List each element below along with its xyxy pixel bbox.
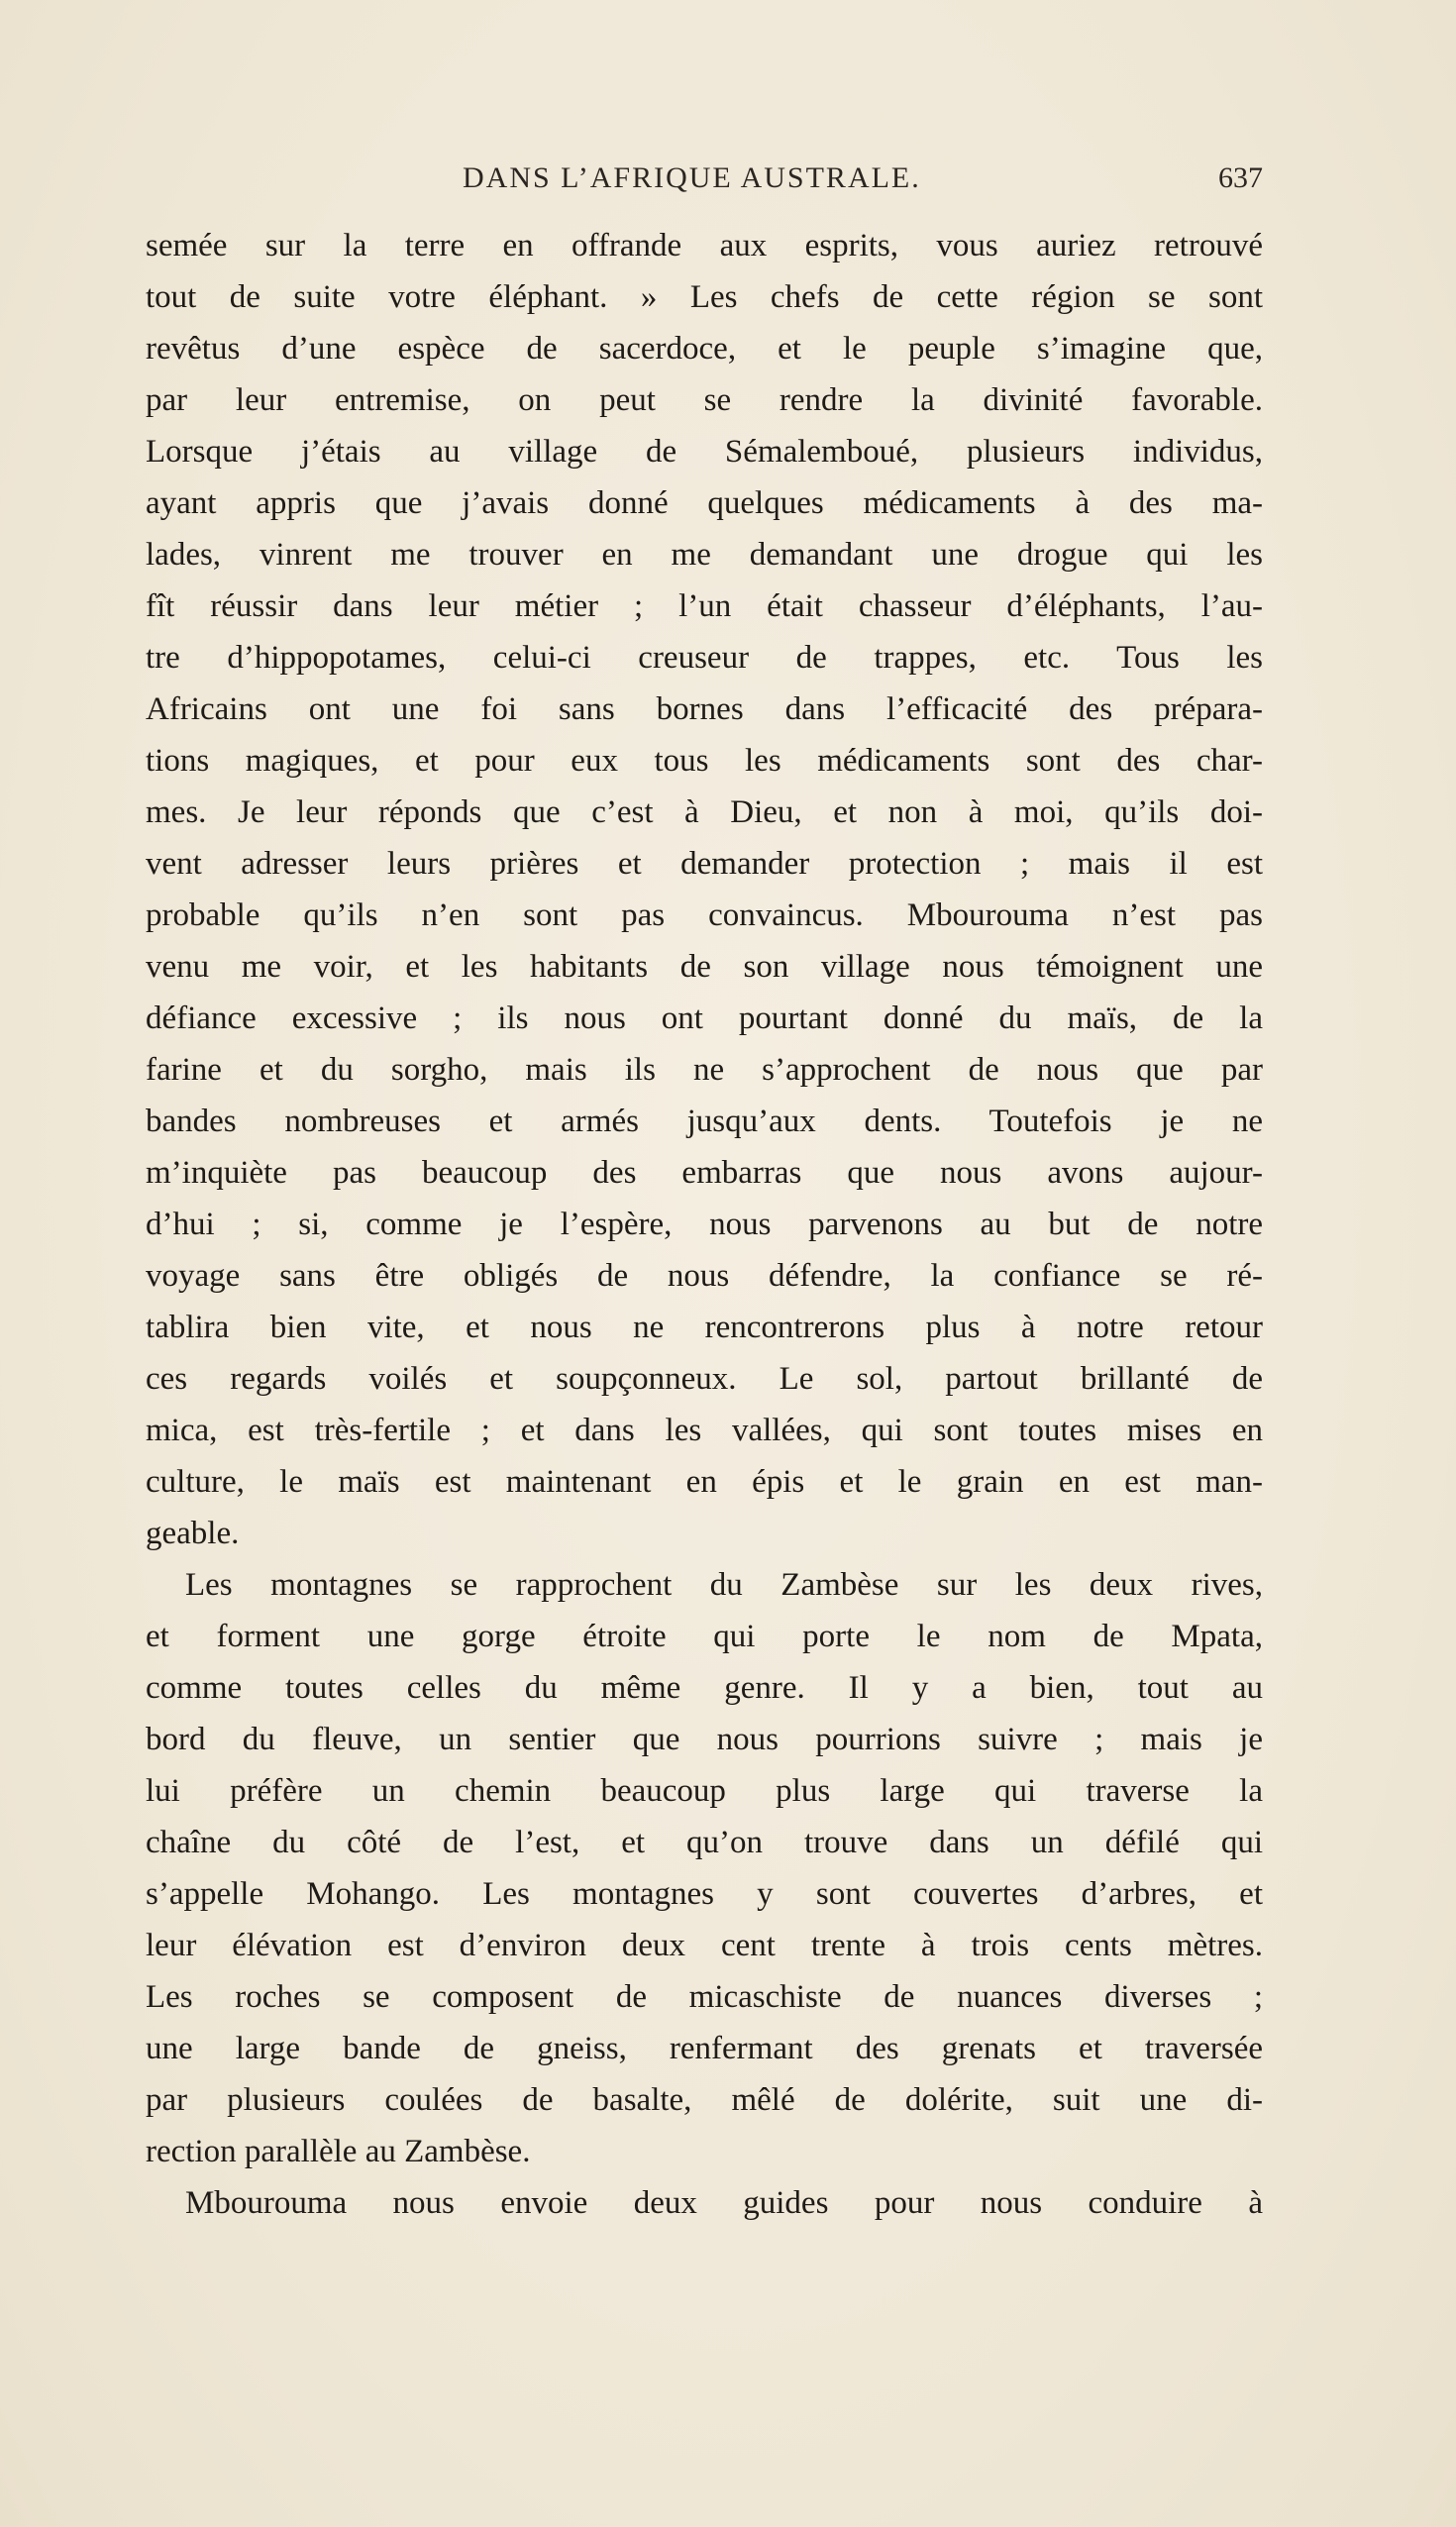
text-line: Les roches se composent de micaschiste de nuances diverses ; xyxy=(146,1979,1263,2015)
text-line: culture, le maïs est maintenant en épis et le grain en est man- xyxy=(146,1464,1263,1500)
text-line: bandes nombreuses et armés jusqu’aux dents. Toutefois je ne xyxy=(146,1104,1263,1139)
text-line: ayant appris que j’avais donné quelques médicaments à des ma- xyxy=(146,485,1263,521)
text-line: m’inquiète pas beaucoup des embarras que nous avons aujour- xyxy=(146,1155,1263,1191)
text-line: Les montagnes se rapprochent du Zambèse sur les deux rives, xyxy=(185,1567,1263,1603)
text-line: tre d’hippopotames, celui-ci creuseur de trappes, etc. Tous les xyxy=(146,640,1263,676)
text-line: revêtus d’une espèce de sacerdoce, et le peuple s’imagine que, xyxy=(146,331,1263,367)
text-line: bord du fleuve, un sentier que nous pourrions suivre ; mais je xyxy=(146,1722,1263,1757)
text-line: farine et du sorgho, mais ils ne s’approchent de nous que par xyxy=(146,1052,1263,1088)
text-line: lui préfère un chemin beaucoup plus large qui traverse la xyxy=(146,1773,1263,1809)
text-line: mes. Je leur réponds que c’est à Dieu, et non à moi, qu’ils doi- xyxy=(146,794,1263,830)
text-line: par leur entremise, on peut se rendre la divinité favorable. xyxy=(146,382,1263,418)
text-line: Africains ont une foi sans bornes dans l’efficacité des prépara- xyxy=(146,691,1263,727)
text-line: rection parallèle au Zambèse. xyxy=(146,2134,531,2169)
text-line: lades, vinrent me trouver en me demandant une drogue qui les xyxy=(146,537,1263,573)
text-line: et forment une gorge étroite qui porte le nom de Mpata, xyxy=(146,1619,1263,1654)
text-line: mica, est très-fertile ; et dans les vallées, qui sont toutes mises en xyxy=(146,1413,1263,1448)
text-line: tout de suite votre éléphant. » Les chefs de cette région se sont xyxy=(146,279,1263,315)
text-line: comme toutes celles du même genre. Il y a bien, tout au xyxy=(146,1670,1263,1706)
text-line: semée sur la terre en offrande aux esprits, vous auriez retrouvé xyxy=(146,228,1263,263)
text-line: leur élévation est d’environ deux cent trente à trois cents mètres. xyxy=(146,1928,1263,1963)
text-line: tions magiques, et pour eux tous les médicaments sont des char- xyxy=(146,743,1263,779)
text-line: voyage sans être obligés de nous défendre, la confiance se ré- xyxy=(146,1258,1263,1294)
text-line: Lorsque j’étais au village de Sémalemboué, plusieurs individus, xyxy=(146,434,1263,470)
body-text xyxy=(146,220,1263,2229)
text-line: probable qu’ils n’en sont pas convaincus. Mbourouma n’est pas xyxy=(146,897,1263,933)
text-line: Mbourouma nous envoie deux guides pour nous conduire à xyxy=(185,2185,1263,2221)
text-line: s’appelle Mohango. Les montagnes y sont couvertes d’arbres, et xyxy=(146,1876,1263,1912)
text-line: une large bande de gneiss, renfermant des grenats et traversée xyxy=(146,2031,1263,2066)
page-number: 637 xyxy=(1218,161,1263,194)
text-line: geable. xyxy=(146,1516,240,1551)
text-line: chaîne du côté de l’est, et qu’on trouve dans un défilé qui xyxy=(146,1825,1263,1860)
page-header xyxy=(146,161,1263,201)
text-line: tablira bien vite, et nous ne rencontrerons plus à notre retour xyxy=(146,1310,1263,1345)
text-line: venu me voir, et les habitants de son village nous témoignent une xyxy=(146,949,1263,985)
text-line: d’hui ; si, comme je l’espère, nous parvenons au but de notre xyxy=(146,1207,1263,1242)
text-line: ces regards voilés et soupçonneux. Le sol, partout brillanté de xyxy=(146,1361,1263,1397)
text-line: fît réussir dans leur métier ; l’un était chasseur d’éléphants, l’au- xyxy=(146,588,1263,624)
text-line: vent adresser leurs prières et demander protection ; mais il est xyxy=(146,846,1263,882)
text-line: défiance excessive ; ils nous ont pourtant donné du maïs, de la xyxy=(146,1000,1263,1036)
running-title: DANS L’AFRIQUE AUSTRALE. xyxy=(463,161,921,194)
text-line: par plusieurs coulées de basalte, mêlé de dolérite, suit une di- xyxy=(146,2082,1263,2118)
